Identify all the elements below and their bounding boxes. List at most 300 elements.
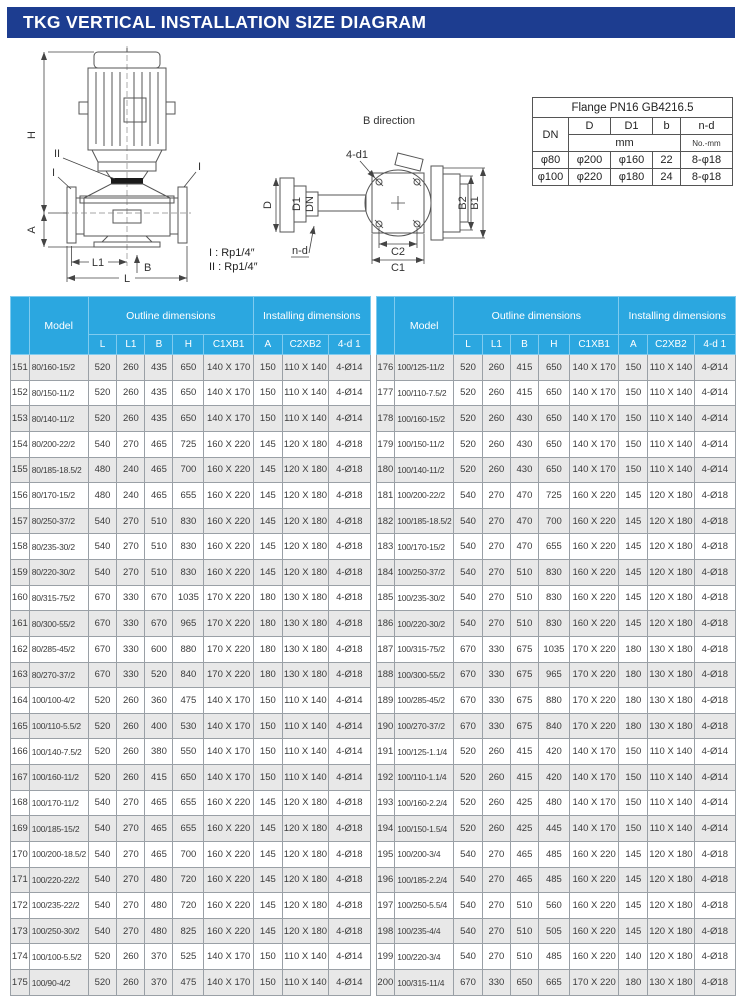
table-cell: 160 X 220 bbox=[569, 893, 619, 919]
table-cell: 145 bbox=[619, 611, 648, 637]
table-cell: 485 bbox=[538, 867, 569, 893]
table-cell: 156 bbox=[11, 483, 30, 509]
table-cell: 520 bbox=[88, 380, 117, 406]
table-cell: φ100 bbox=[533, 169, 569, 186]
table-cell: 130 X 180 bbox=[648, 713, 694, 739]
table-cell: 120 X 180 bbox=[648, 867, 694, 893]
table-cell: 130 X 180 bbox=[282, 611, 328, 637]
table-cell: 145 bbox=[619, 918, 648, 944]
table-cell: 165 bbox=[11, 713, 30, 739]
table-cell: 700 bbox=[538, 508, 569, 534]
table-cell: 4-Ø14 bbox=[329, 380, 370, 406]
table-cell: 4-Ø14 bbox=[694, 406, 735, 432]
table-cell: 270 bbox=[117, 816, 145, 842]
table-cell: 120 X 180 bbox=[648, 611, 694, 637]
table-cell: 480 bbox=[145, 867, 173, 893]
table-cell: 140 X 170 bbox=[204, 380, 254, 406]
table-row bbox=[11, 534, 371, 560]
note-port-ii: II : Rp1/4″ bbox=[209, 261, 258, 273]
table-cell: 270 bbox=[117, 841, 145, 867]
table-row bbox=[376, 457, 736, 483]
table-cell: 172 bbox=[11, 893, 30, 919]
table-cell: 505 bbox=[538, 918, 569, 944]
table-cell: 110 X 140 bbox=[648, 457, 694, 483]
table-cell: 4-Ø18 bbox=[329, 918, 370, 944]
table-cell: 80/250-37/2 bbox=[29, 508, 88, 534]
table-cell: 155 bbox=[11, 457, 30, 483]
table-cell: 100/110-5.5/2 bbox=[29, 713, 88, 739]
table-cell: 140 bbox=[619, 944, 648, 970]
table-row bbox=[376, 560, 736, 586]
table-row bbox=[11, 970, 371, 996]
table-cell: 198 bbox=[376, 918, 395, 944]
table-cell: 655 bbox=[173, 816, 204, 842]
table-cell: 510 bbox=[510, 918, 538, 944]
table-cell: 170 X 220 bbox=[204, 611, 254, 637]
table-cell: 100/170-11/2 bbox=[29, 790, 88, 816]
table-cell: 650 bbox=[173, 406, 204, 432]
table-cell: 670 bbox=[454, 662, 483, 688]
table-cell: 160 X 220 bbox=[569, 585, 619, 611]
table-cell: 170 X 220 bbox=[569, 662, 619, 688]
table-cell: 435 bbox=[145, 355, 173, 381]
table-cell: 270 bbox=[482, 893, 510, 919]
table-cell: 145 bbox=[253, 457, 282, 483]
table-cell: 120 X 180 bbox=[648, 483, 694, 509]
table-cell: 180 bbox=[253, 611, 282, 637]
table-cell: 965 bbox=[173, 611, 204, 637]
table-cell: 430 bbox=[510, 431, 538, 457]
table-cell: 540 bbox=[88, 841, 117, 867]
table-cell: 830 bbox=[538, 611, 569, 637]
table-cell: 130 X 180 bbox=[648, 662, 694, 688]
table-cell: 145 bbox=[253, 483, 282, 509]
table-cell: 260 bbox=[117, 944, 145, 970]
table-cell: 520 bbox=[88, 713, 117, 739]
table-cell: 100/220-3/4 bbox=[395, 944, 454, 970]
table-cell: 150 bbox=[253, 944, 282, 970]
table-cell: 270 bbox=[117, 431, 145, 457]
table-cell: 145 bbox=[619, 560, 648, 586]
svg-text:I: I bbox=[198, 161, 202, 173]
table-row bbox=[376, 816, 736, 842]
table-cell: 370 bbox=[145, 970, 173, 996]
table-cell: 140 X 170 bbox=[204, 765, 254, 791]
svg-text:B2: B2 bbox=[457, 196, 469, 210]
table-row bbox=[376, 483, 736, 509]
flange-col-b: b bbox=[653, 118, 681, 135]
table-row bbox=[11, 918, 371, 944]
table-cell: 425 bbox=[510, 790, 538, 816]
table-cell: 4-Ø18 bbox=[329, 508, 370, 534]
table-cell: 120 X 180 bbox=[648, 841, 694, 867]
table-cell: 80/185-18.5/2 bbox=[29, 457, 88, 483]
pump-b-direction-diagram bbox=[252, 90, 487, 290]
table-cell: 150 bbox=[619, 816, 648, 842]
table-cell: 4-Ø18 bbox=[694, 867, 735, 893]
table-row bbox=[11, 944, 371, 970]
table-cell: 260 bbox=[117, 355, 145, 381]
table-row bbox=[11, 816, 371, 842]
table-row bbox=[11, 483, 371, 509]
table-cell: 162 bbox=[11, 636, 30, 662]
table-cell: 80/160-15/2 bbox=[29, 355, 88, 381]
table-cell: 465 bbox=[510, 841, 538, 867]
table-cell: 540 bbox=[454, 534, 483, 560]
table-cell: 270 bbox=[482, 841, 510, 867]
table-cell: 430 bbox=[510, 457, 538, 483]
table-row bbox=[376, 841, 736, 867]
table-cell: 670 bbox=[454, 636, 483, 662]
table-cell: 510 bbox=[510, 893, 538, 919]
table-cell: 169 bbox=[11, 816, 30, 842]
table-cell: 145 bbox=[253, 841, 282, 867]
table-cell: 4-Ø14 bbox=[329, 765, 370, 791]
corner-blank-cell bbox=[11, 297, 30, 355]
table-cell: 540 bbox=[454, 508, 483, 534]
table-cell: 270 bbox=[482, 560, 510, 586]
table-row bbox=[11, 431, 371, 457]
dimension-L1 bbox=[72, 246, 128, 269]
table-cell: 830 bbox=[173, 534, 204, 560]
table-cell: 4-Ø18 bbox=[694, 893, 735, 919]
table-cell: 670 bbox=[454, 713, 483, 739]
table-cell: 150 bbox=[619, 790, 648, 816]
table-cell: 110 X 140 bbox=[282, 355, 328, 381]
table-cell: 120 X 180 bbox=[282, 816, 328, 842]
table-cell: 485 bbox=[538, 944, 569, 970]
table-cell: 465 bbox=[145, 816, 173, 842]
table-cell: 840 bbox=[538, 713, 569, 739]
table-cell: 540 bbox=[454, 893, 483, 919]
col-L1: L1 bbox=[482, 335, 510, 355]
table-cell: 525 bbox=[173, 944, 204, 970]
table-cell: 4-Ø18 bbox=[329, 585, 370, 611]
table-cell: 540 bbox=[88, 790, 117, 816]
table-cell: 150 bbox=[619, 739, 648, 765]
table-row bbox=[11, 560, 371, 586]
table-cell: 180 bbox=[619, 970, 648, 996]
table-cell: 191 bbox=[376, 739, 395, 765]
flange-unit-no-mm: No.-mm bbox=[681, 135, 733, 152]
table-cell: 540 bbox=[88, 816, 117, 842]
table-cell: 100/140-11/2 bbox=[395, 457, 454, 483]
table-cell: 110 X 140 bbox=[282, 713, 328, 739]
table-cell: 120 X 180 bbox=[282, 560, 328, 586]
table-cell: 830 bbox=[538, 585, 569, 611]
table-cell: 80/150-11/2 bbox=[29, 380, 88, 406]
table-cell: 700 bbox=[173, 841, 204, 867]
table-cell: 650 bbox=[173, 765, 204, 791]
table-cell: 4-Ø18 bbox=[329, 534, 370, 560]
table-cell: 160 X 220 bbox=[569, 560, 619, 586]
table-cell: 120 X 180 bbox=[282, 508, 328, 534]
table-cell: 510 bbox=[510, 585, 538, 611]
table-cell: 151 bbox=[11, 355, 30, 381]
table-cell: 4-Ø14 bbox=[329, 688, 370, 714]
table-cell: 475 bbox=[173, 688, 204, 714]
table-row bbox=[376, 713, 736, 739]
table-cell: 4-Ø18 bbox=[329, 867, 370, 893]
table-cell: 4-Ø18 bbox=[329, 841, 370, 867]
col-C2XB2: C2XB2 bbox=[648, 335, 694, 355]
note-port-i: I : Rp1/4″ bbox=[209, 247, 255, 259]
table-cell: 120 X 180 bbox=[282, 841, 328, 867]
table-row bbox=[376, 867, 736, 893]
table-cell: 100/150-1.5/4 bbox=[395, 816, 454, 842]
table-cell: 120 X 180 bbox=[282, 918, 328, 944]
table-cell: 100/270-37/2 bbox=[395, 713, 454, 739]
table-cell: 675 bbox=[510, 636, 538, 662]
table-cell: 540 bbox=[454, 918, 483, 944]
table-cell: 110 X 140 bbox=[282, 380, 328, 406]
table-cell: 170 X 220 bbox=[204, 662, 254, 688]
table-cell: 168 bbox=[11, 790, 30, 816]
table-cell: 260 bbox=[117, 713, 145, 739]
table-row bbox=[11, 380, 371, 406]
table-cell: 189 bbox=[376, 688, 395, 714]
table-cell: 4-Ø14 bbox=[694, 380, 735, 406]
table-row bbox=[376, 918, 736, 944]
table-cell: 100/90-4/2 bbox=[29, 970, 88, 996]
col-B: B bbox=[145, 335, 173, 355]
table-cell: 700 bbox=[173, 457, 204, 483]
table-row bbox=[376, 636, 736, 662]
table-cell: 100/125-11/2 bbox=[395, 355, 454, 381]
table-cell: 160 X 220 bbox=[569, 944, 619, 970]
svg-text:C2: C2 bbox=[390, 246, 406, 258]
installing-group-header: Installing dimensions bbox=[619, 297, 736, 335]
table-cell: 160 X 220 bbox=[204, 790, 254, 816]
table-cell: 120 X 180 bbox=[282, 534, 328, 560]
table-cell: 145 bbox=[253, 560, 282, 586]
table-cell: 110 X 140 bbox=[282, 970, 328, 996]
model-header: Model bbox=[395, 297, 454, 355]
table-cell: 80/315-75/2 bbox=[29, 585, 88, 611]
table-cell: 670 bbox=[454, 970, 483, 996]
table-cell: 4-Ø14 bbox=[329, 970, 370, 996]
table-cell: 435 bbox=[145, 406, 173, 432]
table-cell: 184 bbox=[376, 560, 395, 586]
table-cell: 140 X 170 bbox=[569, 431, 619, 457]
table-cell: 520 bbox=[145, 662, 173, 688]
table-cell: 8-φ18 bbox=[681, 169, 733, 186]
table-cell: 470 bbox=[510, 534, 538, 560]
table-cell: 675 bbox=[510, 688, 538, 714]
table-row bbox=[376, 944, 736, 970]
table-cell: 180 bbox=[619, 688, 648, 714]
table-cell: 145 bbox=[253, 431, 282, 457]
table-cell: 100/160-2.2/4 bbox=[395, 790, 454, 816]
table-cell: 480 bbox=[145, 918, 173, 944]
table-cell: 145 bbox=[253, 867, 282, 893]
table-cell: 830 bbox=[538, 560, 569, 586]
table-cell: 270 bbox=[117, 534, 145, 560]
table-cell: 540 bbox=[454, 585, 483, 611]
table-row bbox=[11, 893, 371, 919]
table-cell: 415 bbox=[510, 380, 538, 406]
table-row bbox=[11, 790, 371, 816]
table-cell: 445 bbox=[538, 816, 569, 842]
table-row bbox=[376, 970, 736, 996]
table-cell: 260 bbox=[482, 380, 510, 406]
table-cell: 4-Ø18 bbox=[694, 918, 735, 944]
table-row bbox=[376, 790, 736, 816]
table-cell: 174 bbox=[11, 944, 30, 970]
svg-text:I: I bbox=[52, 167, 56, 179]
table-cell: 145 bbox=[619, 841, 648, 867]
table-cell: 330 bbox=[117, 662, 145, 688]
table-cell: 145 bbox=[619, 508, 648, 534]
table-cell: 177 bbox=[376, 380, 395, 406]
table-cell: 270 bbox=[482, 585, 510, 611]
table-cell: 540 bbox=[88, 560, 117, 586]
table-cell: 140 X 170 bbox=[569, 790, 619, 816]
table-cell: 140 X 170 bbox=[204, 970, 254, 996]
table-cell: 195 bbox=[376, 841, 395, 867]
spec-table-right bbox=[376, 296, 737, 996]
dimension-B-arrow bbox=[137, 255, 151, 274]
table-cell: 160 X 220 bbox=[204, 431, 254, 457]
table-cell: 178 bbox=[376, 406, 395, 432]
col-C1XB1: C1XB1 bbox=[569, 335, 619, 355]
table-cell: 110 X 140 bbox=[648, 380, 694, 406]
col-C1XB1: C1XB1 bbox=[204, 335, 254, 355]
table-cell: 675 bbox=[510, 713, 538, 739]
table-cell: 110 X 140 bbox=[282, 406, 328, 432]
table-cell: 160 X 220 bbox=[569, 867, 619, 893]
table-cell: 540 bbox=[454, 841, 483, 867]
table-row bbox=[376, 688, 736, 714]
table-cell: 100/200-22/2 bbox=[395, 483, 454, 509]
table-cell: 192 bbox=[376, 765, 395, 791]
table-cell: 130 X 180 bbox=[648, 636, 694, 662]
table-cell: 100/220-30/2 bbox=[395, 611, 454, 637]
table-cell: 160 X 220 bbox=[569, 483, 619, 509]
table-cell: 4-Ø18 bbox=[694, 611, 735, 637]
table-cell: 153 bbox=[11, 406, 30, 432]
table-cell: 145 bbox=[253, 790, 282, 816]
svg-text:B1: B1 bbox=[469, 196, 481, 210]
table-cell: 4-Ø18 bbox=[694, 841, 735, 867]
table-cell: 173 bbox=[11, 918, 30, 944]
table-cell: 154 bbox=[11, 431, 30, 457]
table-cell: 110 X 140 bbox=[648, 431, 694, 457]
table-cell: 470 bbox=[510, 483, 538, 509]
table-cell: 260 bbox=[482, 406, 510, 432]
b-direction-title: B direction bbox=[363, 115, 415, 127]
table-cell: 150 bbox=[619, 355, 648, 381]
table-cell: 181 bbox=[376, 483, 395, 509]
table-cell: 170 X 220 bbox=[569, 970, 619, 996]
table-cell: 100/200-3/4 bbox=[395, 841, 454, 867]
table-cell: 160 X 220 bbox=[204, 841, 254, 867]
table-cell: 110 X 140 bbox=[282, 765, 328, 791]
table-cell: 160 X 220 bbox=[204, 508, 254, 534]
table-cell: 160 X 220 bbox=[204, 483, 254, 509]
table-cell: 4-Ø14 bbox=[694, 457, 735, 483]
table-cell: 150 bbox=[619, 431, 648, 457]
table-cell: 655 bbox=[173, 483, 204, 509]
table-cell: 430 bbox=[510, 406, 538, 432]
table-row bbox=[11, 713, 371, 739]
table-cell: 100/315-75/2 bbox=[395, 636, 454, 662]
table-cell: 180 bbox=[619, 636, 648, 662]
table-cell: 560 bbox=[538, 893, 569, 919]
svg-text:C1: C1 bbox=[390, 262, 406, 274]
svg-text:B: B bbox=[144, 262, 152, 274]
table-cell: 4-Ø18 bbox=[694, 560, 735, 586]
table-cell: 194 bbox=[376, 816, 395, 842]
svg-text:4-d1: 4-d1 bbox=[346, 149, 369, 161]
svg-text:D: D bbox=[262, 201, 274, 209]
table-row bbox=[533, 152, 733, 169]
table-cell: 360 bbox=[145, 688, 173, 714]
table-cell: 260 bbox=[117, 765, 145, 791]
table-cell: 370 bbox=[145, 944, 173, 970]
table-cell: 130 X 180 bbox=[648, 970, 694, 996]
table-cell: 160 X 220 bbox=[569, 534, 619, 560]
table-cell: 8-φ18 bbox=[681, 152, 733, 169]
col-L: L bbox=[454, 335, 483, 355]
table-cell: 540 bbox=[454, 867, 483, 893]
table-cell: 160 X 220 bbox=[204, 560, 254, 586]
table-cell: 110 X 140 bbox=[648, 790, 694, 816]
table-cell: 100/100-4/2 bbox=[29, 688, 88, 714]
table-cell: 830 bbox=[173, 560, 204, 586]
corner-blank-cell bbox=[376, 297, 395, 355]
table-cell: 120 X 180 bbox=[282, 431, 328, 457]
table-cell: 4-Ø18 bbox=[694, 944, 735, 970]
table-cell: 100/250-30/2 bbox=[29, 918, 88, 944]
table-cell: 100/250-37/2 bbox=[395, 560, 454, 586]
table-cell: 160 X 220 bbox=[569, 508, 619, 534]
table-row bbox=[376, 662, 736, 688]
flange-col-nd: n-d bbox=[681, 118, 733, 135]
table-cell: 270 bbox=[482, 918, 510, 944]
table-cell: φ200 bbox=[569, 152, 611, 169]
table-cell: 100/220-22/2 bbox=[29, 867, 88, 893]
table-cell: 480 bbox=[88, 483, 117, 509]
table-cell: 470 bbox=[510, 508, 538, 534]
table-cell: 80/235-30/2 bbox=[29, 534, 88, 560]
table-cell: 140 X 170 bbox=[569, 816, 619, 842]
table-cell: 520 bbox=[454, 406, 483, 432]
table-cell: 100/235-22/2 bbox=[29, 893, 88, 919]
table-cell: 196 bbox=[376, 867, 395, 893]
table-cell: 4-Ø18 bbox=[694, 483, 735, 509]
table-cell: 100/110-1.1/4 bbox=[395, 765, 454, 791]
svg-text:A: A bbox=[26, 226, 38, 234]
table-cell: 140 X 170 bbox=[204, 688, 254, 714]
table-cell: 270 bbox=[117, 790, 145, 816]
table-cell: 150 bbox=[253, 380, 282, 406]
table-cell: 415 bbox=[510, 739, 538, 765]
table-row bbox=[11, 611, 371, 637]
table-cell: 4-Ø14 bbox=[694, 739, 735, 765]
table-cell: 199 bbox=[376, 944, 395, 970]
table-cell: 650 bbox=[538, 355, 569, 381]
table-cell: 163 bbox=[11, 662, 30, 688]
svg-text:H: H bbox=[26, 131, 38, 139]
table-cell: 4-Ø14 bbox=[694, 790, 735, 816]
table-cell: 100/200-18.5/2 bbox=[29, 841, 88, 867]
table-cell: 120 X 180 bbox=[648, 534, 694, 560]
table-cell: 260 bbox=[482, 739, 510, 765]
table-cell: 170 X 220 bbox=[204, 585, 254, 611]
table-cell: 160 X 220 bbox=[569, 841, 619, 867]
table-cell: 150 bbox=[253, 970, 282, 996]
